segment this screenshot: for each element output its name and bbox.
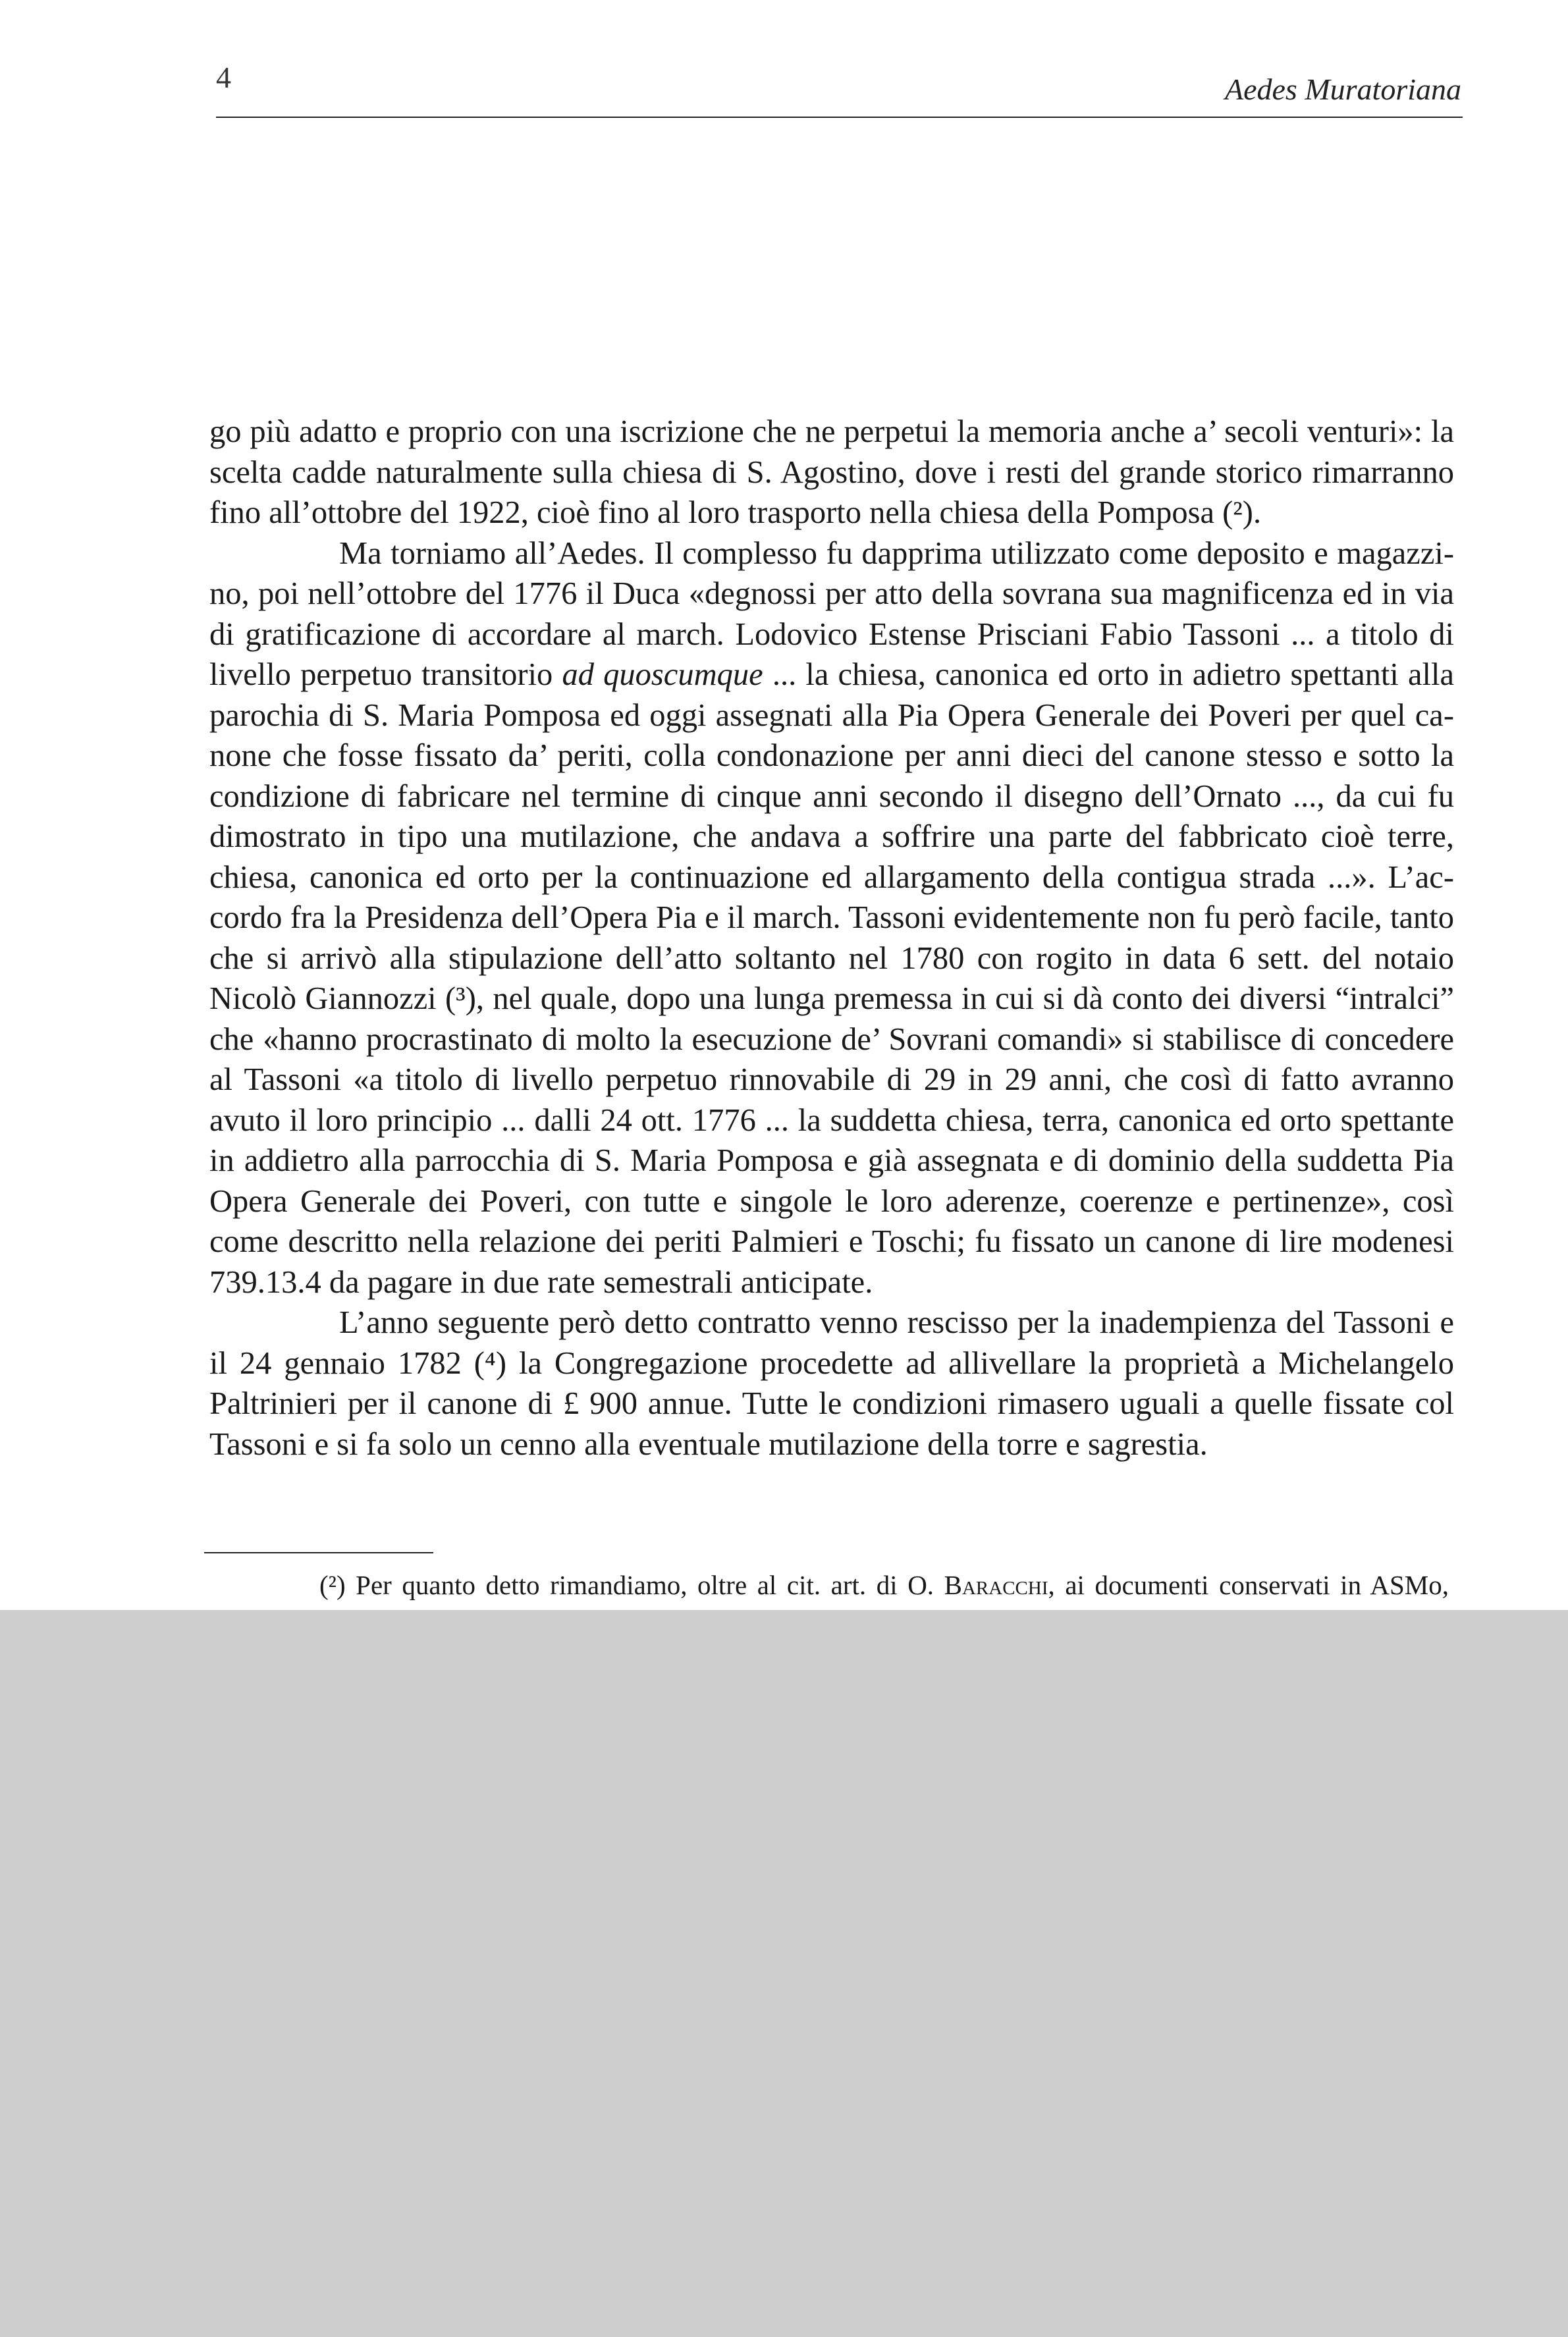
paragraph-2-latin-phrase: ad quoscumque xyxy=(562,657,763,692)
running-title: Aedes Muratoriana xyxy=(1224,72,1461,106)
page-number: 4 xyxy=(216,61,231,94)
paragraph-2-text-a: Ma torniamo all’Aedes. Il complesso fu dapprima utilizzato come deposito e magazzino, poi nell’ottobre del 1776 il Duca «degnossi per atto della sovrana sua magnificenza ed in via di gratificazione di accordare al march. Lodovico Estense Prisciani Fabio Tassoni ... a titolo di livello perpetuo transitorio xyxy=(209,535,1454,692)
body-text xyxy=(209,412,1454,1464)
footnote-rule xyxy=(204,1552,433,1553)
footnotes xyxy=(204,1567,1449,1608)
footnote-2-text-a: (²) Per quanto detto rimandiamo, oltre al cit. art. di O. xyxy=(319,1570,934,1600)
paragraph-3: L’anno seguente però detto contratto venno rescisso per la inadempienza del Tassoni e il 24 gennaio 1782 (⁴) la Congregazione procedette ad allivellare la proprietà a Michelangelo Paltrinieri per il canone di £ 900 annue. Tutte le condizioni rimasero uguali a quelle fissate col Tassoni e si fa solo un cenno alla eventuale mutilazione della torre e sagrestia. xyxy=(209,1305,1454,1462)
footnote-2-author: Baracchi xyxy=(944,1570,1048,1600)
footnote-2-text-b: , ai documenti conservati in ASMo, xyxy=(1048,1570,1449,1600)
grey-cover-panel xyxy=(0,1610,1568,2337)
paragraph-2 xyxy=(209,533,1454,1303)
header-rule xyxy=(216,117,1463,118)
paragraph-1: go più adatto e proprio con una iscrizione che ne perpetui la memoria anche a’ secoli venturi»: la scelta cadde naturalmente sulla chiesa di S. Agostino, dove i resti del grande storico rimarranno fino all’ottobre del 1922, cioè fino al loro trasporto nella chiesa della Pomposa (²). xyxy=(209,414,1454,530)
paragraph-2-text-b: ... la chiesa, canonica ed orto in adietro spettanti alla parochia di S. Maria Pomposa ed oggi assegnati alla Pia Opera Generale dei Poveri per quel canone che fosse fissato da’ periti, colla condonazione per anni dieci del canone stesso e sotto la condizione di fabricare nel termine di cinque anni secondo il disegno dell’Ornato ..., da cui fu dimostrato in tipo una mutilazione, che andava a soffrire una parte del fabbricato cioè terre, chiesa, canonica ed orto per la continuazione ed allargamento della contigua strada ...». L’accordo fra la Presidenza dell’Opera Pia e il march. Tassoni evidentemente non fu però facile, tanto che si arrivò alla stipulazione dell’atto soltanto nel 1780 con rogito in data 6 sett. del notaio Nicolò Giannozzi (³), nel quale, dopo una lunga premessa in cui si dà conto dei diversi “intralci” che «hanno procrastinato di molto la esecuzione de’ Sovrani comandi» si stabilisce di concedere al Tassoni «a titolo di livello perpetuo rinnovabile di 29 in 29 anni, che così di fatto avranno avuto il loro principio ... dalli 24 ott. 1776 ... la suddetta chiesa, terra, canonica ed orto spettante in addietro alla parrocchia di S. Maria Pomposa e già assegnata e di dominio della suddetta Pia Opera Generale dei Poveri, con tutte e singole le loro aderenze, coerenze e pertinenze», così come descritto nella relazione dei periti Palmieri e Toschi; fu fissato un canone di lire modenesi 739.13.4 da pagare in due rate semestrali anticipate. xyxy=(209,657,1455,1300)
